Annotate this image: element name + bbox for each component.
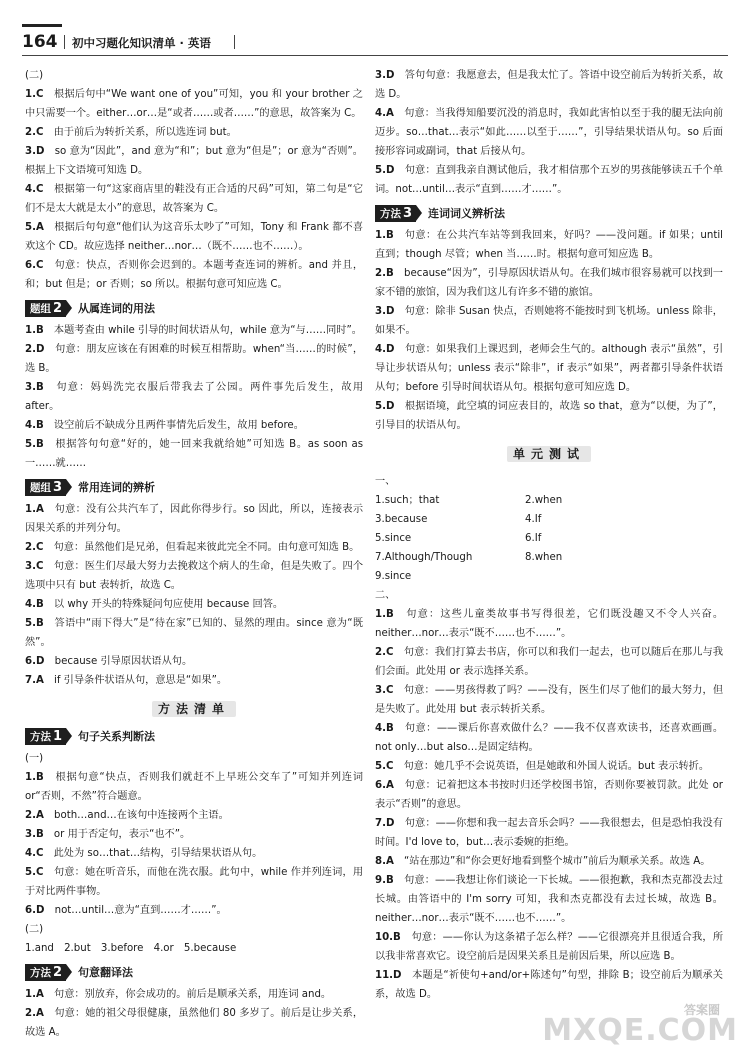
section-heading [25,700,363,719]
answer-number: 6.C [25,260,44,271]
answer-number: 1.A [25,504,44,515]
badge-title: 连词词义辨析法 [428,207,506,220]
answer-number: 6.D [25,905,45,916]
answer-number: 8.A [375,856,394,867]
answer-entry [25,985,363,1004]
answer-entry [25,901,363,920]
plain-line: (二) [25,924,44,935]
answer-entry [25,500,363,538]
answer-explanation: 答语中“雨下得大”是“待在家”已知的、显然的理由。since 意为“既然”。 [25,618,364,648]
answer-grid [375,491,723,586]
answer-number: 3.D [25,146,45,157]
answer-entry [25,863,363,901]
plain-line: 1.and 2.but 3.before 4.or 5.because [25,943,237,954]
answer-explanation: 句意：直到我亲自测试他后，我才相信那个五岁的男孩能够读五千个单词。not…until…表示“直到……才……”。 [375,165,724,195]
answer-number: 1.B [25,772,44,783]
answer-explanation: 句意：她几乎不会说英语，但是她敢和外国人说话。but 表示转折。 [403,761,710,772]
answer-number: 5.C [375,761,394,772]
answer-entry [25,671,363,690]
badge-tag [25,964,66,981]
right-column [375,66,723,1004]
plain-line: (二) [25,70,44,81]
answer-number: 4.D [375,344,395,355]
answer-explanation: 句意：虽然他们是兄弟，但看起来彼此完全不同。由句意可知选 B。 [53,542,360,553]
grid-answer: 9.since [375,571,412,582]
header-corner-bar [22,24,62,27]
answer-entry [25,844,363,863]
section-badge [375,204,723,223]
answer-entry [375,852,723,871]
grid-answer: 5.since [375,533,412,544]
answer-number: 4.B [375,723,394,734]
answer-number: 2.D [25,344,45,355]
answer-number: 4.C [25,184,44,195]
answer-number: 10.B [375,932,401,943]
answer-explanation: 根据句意“快点，否则我们就赶不上早班公交车了”可知并列连词 or“否则，不然”符合题意。 [25,772,364,802]
answer-entry [25,218,363,256]
answer-explanation: 句意：——课后你喜欢做什么？——我不仅喜欢读书，还喜欢画画。not only…but also…是固定结构。 [375,723,724,753]
badge-tag-number: 2 [53,301,63,316]
answer-explanation: 设空前后不缺成分且两件事情先后发生，故用 before。 [53,420,304,431]
answer-entry [25,614,363,652]
answer-explanation: 句意：别放弃，你会成功的。前后是顺承关系，用连词 and。 [54,989,332,1000]
badge-tag-label: 题组 [30,303,51,315]
answer-entry [375,814,723,852]
answer-number: 3.B [25,382,44,393]
answer-explanation: 句意：这些儿童类故事书写得很差，它们既没趣又不令人兴奋。neither…nor…表示“既不……也不……”。 [375,609,724,639]
grid-answer: 3.because [375,514,428,525]
badge-tag-label: 方法 [30,731,51,743]
badge-tag [25,479,66,496]
answer-entry [375,264,723,302]
answer-number: 2.B [375,268,394,279]
answer-number: 5.B [25,439,44,450]
watermark-logo-text: 答案圈 [683,1003,720,1017]
answer-explanation: 句意：除非 Susan 快点，否则她将不能按时到飞机场。unless 除非，如果不。 [375,306,723,336]
answer-entry [375,397,723,435]
section-badge [25,299,363,318]
badge-title: 常用连词的辨析 [78,481,156,494]
answer-number: 4.A [375,108,394,119]
answer-explanation: if 引导条件状语从句，意思是“如果”。 [54,675,228,686]
answer-entry [25,1004,363,1042]
grid-answer: 7.Although/Though [375,552,473,563]
answer-explanation: 句意：记着把这本书按时归还学校图书馆，否则你要被罚款。此处 or 表示“否则”的意思。 [375,780,723,810]
answer-entry [25,595,363,614]
section-heading-text: 单元测试 [507,446,591,462]
answer-entry [25,825,363,844]
answer-entry [25,123,363,142]
answer-explanation: 根据语境，此空填的词应表目的，故选 so that，意为“以便，为了”，引导目的状语从句。 [375,401,723,431]
answer-entry [25,340,363,378]
badge-title: 句子关系判断法 [78,730,156,743]
answer-entry [25,538,363,557]
answer-number: 1.C [25,89,44,100]
answer-explanation: 句意：朋友应该在有困难的时候互相帮助。when“当……的时候”，选 B。 [25,344,364,374]
answer-number: 3.D [375,70,395,81]
answer-entry [25,85,363,123]
answer-entry [25,652,363,671]
answer-number: 11.D [375,970,402,981]
answer-explanation: 句意：——你想和我一起去音乐会吗？——我很想去，但是恐怕我没有时间。I'd love to，but…表示委婉的拒绝。 [375,818,723,848]
answer-number: 6.D [25,656,45,667]
answer-explanation: or 用于否定句，表示“也不”。 [53,829,191,840]
answer-number: 5.A [25,222,44,233]
answer-number: 3.C [25,561,44,572]
answer-explanation: 句意：医生们尽最大努力去挽救这个病人的生命，但是失败了。四个选项中只有 but 表转折，故选 C。 [25,561,364,591]
answer-number: 3.D [375,306,395,317]
section-heading [375,445,723,464]
badge-tag-number: 1 [53,729,63,744]
answer-number: 5.D [375,165,395,176]
answer-entry [375,719,723,757]
section-heading-text: 方法清单 [152,701,236,717]
badge-title: 句意翻译法 [78,966,134,979]
answer-explanation: 句意：在公共汽车站等到我回来，好吗？——没问题。if 如果；until 直到；though 尽管；when 当……时。根据句意可知应选 B。 [375,230,723,260]
badge-title: 从属连词的用法 [78,302,156,315]
badge-tag-number: 2 [53,965,63,980]
plain-line: 一、 [375,476,396,487]
answer-explanation: “站在那边”和“你会更好地看到整个城市”前后为顺承关系。故选 A。 [404,856,711,867]
answer-entry [375,966,723,1004]
answer-explanation: 句意：快点，否则你会迟到的。本题考查连词的辨析。and 并且，和；but 但是；or 否则；so 所以。根据句意可知应选 C。 [25,260,364,290]
badge-tag-label: 方法 [30,967,51,979]
grid-answer: 1.such；that [375,495,440,506]
answer-number: 5.B [25,618,44,629]
answer-entry [25,321,363,340]
answer-explanation: 本题是“祈使句+and/or+陈述句”句型，排除 B；设空前后为顺承关系，故选 D。 [375,970,723,1000]
badge-tag-label: 方法 [380,208,401,220]
badge-tag [25,300,66,317]
answer-explanation: 本题考查由 while 引导的时间状语从句，while 意为“与……同时”。 [53,325,362,336]
answer-entry [375,161,723,199]
answer-entry [25,806,363,825]
answer-explanation: 由于前后为转折关系，所以选连词 but。 [53,127,237,138]
section-badge [25,963,363,982]
book-title: 初中习题化知识清单 · 英语 [72,36,211,50]
answer-explanation: so 意为“因此”，and 意为“和”；but 意为“但是”；or 意为“否则”。根据上下文语境可知选 D。 [25,146,363,176]
answer-explanation: 句意：——我想让你们谈论一下长城。——很抱歉，我和杰克都没去过长城。由答语中的 I'm sorry 可知，我和杰克都没有去过长城，故选 B。neither…nor…表示“既不……也不……”。 [375,875,723,924]
answer-entry [375,340,723,397]
answer-number: 4.B [25,599,44,610]
answer-explanation: 句意：——你认为这条裙子怎么样？——它很漂亮并且很适合我，所以我非常喜欢它。设空前后是因果关系且是前因后果，所以应选 B。 [375,932,724,962]
answer-number: 1.B [375,609,394,620]
answer-entry [25,768,363,806]
answer-explanation: 根据后句句意“他们认为这音乐太吵了”可知，Tony 和 Frank 都不喜欢这个 CD。故应选择 neither…nor…（既不……也不……）。 [25,222,364,252]
answer-entry [375,104,723,161]
badge-tag [375,205,416,222]
grid-answer: 4.If [525,514,542,525]
grid-answer: 8.when [525,552,563,563]
answer-entry [25,180,363,218]
left-column [25,66,363,1042]
answer-explanation: 句意：当我得知船要沉没的消息时，我如此害怕以至于我的腿无法向前迈步。so…that…表示“如此……以至于……”，引导结果状语从句。so 后面接形容词或副词，that 后接从句。 [375,108,724,157]
answer-explanation: 句意：她在听音乐，而他在洗衣服。此句中，while 作并列连词，用于对比两件事物。 [25,867,364,897]
answer-explanation: 句意：没有公共汽车了，因此你得步行。so 因此，所以，连接表示因果关系的并列分句。 [25,504,364,534]
answer-entry [25,557,363,595]
answer-entry [375,643,723,681]
answer-explanation: 句意：她的祖父母很健康，虽然他们 80 多岁了。前后是让步关系，故选 A。 [25,1008,364,1038]
badge-tag-number: 3 [403,206,413,221]
answer-entry [375,302,723,340]
answer-entry [375,681,723,719]
answer-explanation: 根据答句句意“好的，她一回来我就给她”可知选 B。as soon as 一……就…… [25,439,363,469]
grid-answer [525,567,675,586]
answer-number: 2.C [375,647,394,658]
answer-explanation: not…until…意为“直到……才……”。 [54,905,227,916]
answer-entry [375,226,723,264]
answer-entry [375,871,723,928]
answer-explanation: because“因为”，引导原因状语从句。在我们城市很容易就可以找到一家不错的旅馆，因为我们这儿有许多不错的旅馆。 [375,268,723,298]
answer-number: 2.C [25,542,44,553]
answer-entry [375,66,723,104]
answer-number: 7.D [375,818,395,829]
answer-entry [25,378,363,416]
answer-number: 6.A [375,780,394,791]
answer-number: 3.B [25,829,44,840]
section-badge [25,727,363,746]
answer-explanation: 以 why 开头的特殊疑问句应使用 because 回答。 [53,599,284,610]
header-divider [234,35,235,49]
answer-number: 9.B [375,875,394,886]
watermark: MXQE.COM [542,1013,738,1048]
answer-number: 1.A [25,989,44,1000]
grid-answer: 6.If [525,533,542,544]
answer-number: 1.B [375,230,394,241]
answer-explanation: because 引导原因状语从句。 [54,656,193,667]
answer-number: 4.B [25,420,44,431]
answer-entry [375,928,723,966]
answer-entry [25,142,363,180]
answer-number: 1.B [25,325,44,336]
answer-number: 2.A [25,810,44,821]
answer-number: 7.A [25,675,44,686]
grid-answer: 2.when [525,495,563,506]
answer-explanation: 句意：我们打算去书店，你可以和我们一起去，也可以随后在那儿与我们会面。此处用 or 表示选择关系。 [375,647,724,677]
header-divider [64,35,65,49]
answer-explanation: 句意：——男孩得救了吗？——没有，医生们尽了他们的最大努力，但是失败了。此处用 but 表示转折关系。 [375,685,724,715]
answer-entry [25,256,363,294]
answer-number: 4.C [25,848,44,859]
answer-explanation: 根据第一句“这家商店里的鞋没有正合适的尺码”可知，第二句是“它们不是太大就是太小”的意思，故答案为 C。 [25,184,364,214]
plain-line: (一) [25,753,44,764]
answer-number: 5.D [375,401,395,412]
answer-number: 5.C [25,867,44,878]
answer-explanation: 句意：妈妈洗完衣服后带我去了公园。两件事先后发生，故用 after。 [25,382,364,412]
badge-tag-label: 题组 [30,482,51,494]
answer-entry [375,605,723,643]
answer-entry [375,776,723,814]
answer-entry [375,757,723,776]
answer-number: 2.C [25,127,44,138]
answer-explanation: both…and…在该句中连接两个主语。 [54,810,229,821]
page-number: 164 [22,32,58,52]
answer-explanation: 答句句意：我愿意去，但是我太忙了。答语中设空前后为转折关系，故选 D。 [375,70,724,100]
badge-tag-number: 3 [53,480,63,495]
answer-explanation: 此处为 so…that…结构，引导结果状语从句。 [53,848,263,859]
answer-entry [25,435,363,473]
badge-tag [25,728,66,745]
answer-explanation: 句意：如果我们上课迟到，老师会生气的。although 表示“虽然”，引导让步状语从句；unless 表示“除非”，if 表示“如果”，两者都引导条件状语从句；before 引导时间状语从句。根据句意可知应选 D。 [375,344,724,393]
page-header [22,30,728,56]
answer-number: 3.C [375,685,394,696]
answer-explanation: 根据后句中“We want one of you”可知，you 和 your brother 之中只需要一个。either…or…是“或者……或者……”的意思，故答案为 C。 [25,89,363,119]
section-badge [25,478,363,497]
answer-number: 2.A [25,1008,44,1019]
answer-entry [25,416,363,435]
plain-line: 二、 [375,590,396,601]
